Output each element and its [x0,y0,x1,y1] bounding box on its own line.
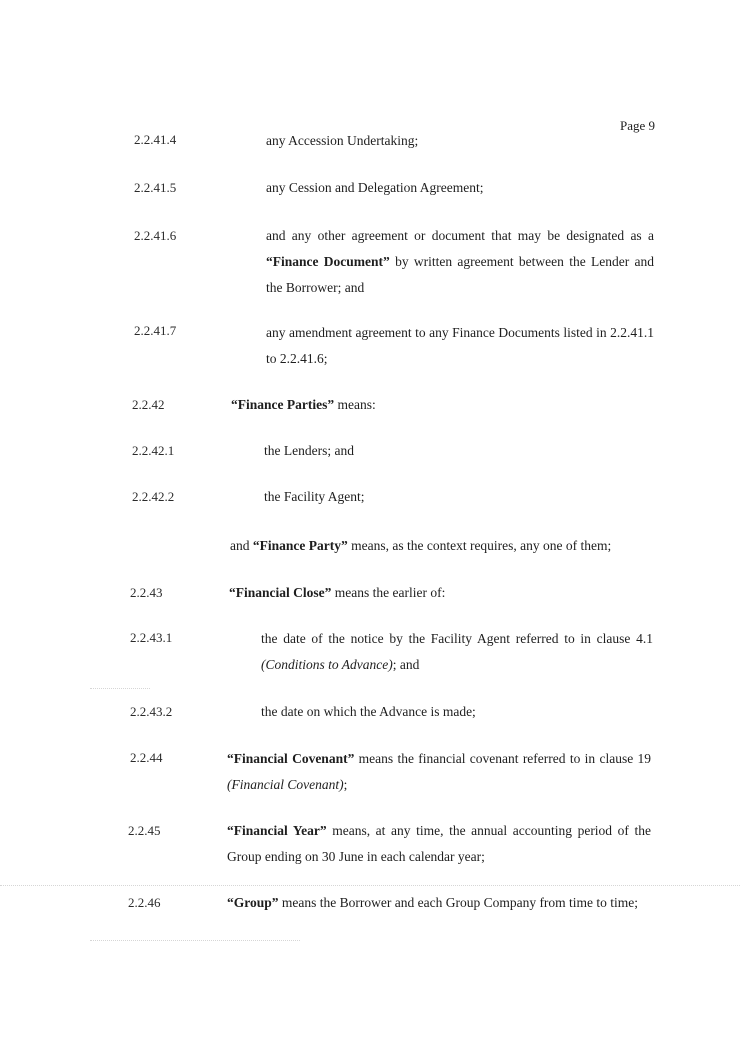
clause-number: 2.2.42.2 [132,489,175,504]
scan-noise [90,940,300,942]
clause-text [227,890,647,916]
clause-text: the date on which the Advance is made; [261,704,476,719]
clause-number: 2.2.43.2 [130,704,173,719]
clause-reference: (Conditions to Advance) [261,657,393,672]
clause-number: 2.2.43.1 [130,630,173,645]
scan-noise [0,885,740,887]
page-number: Page 9 [620,118,656,133]
clause-text-after: means, at any time, the annual accounting period of the Group ending on 30 June in each calendar year; [227,823,651,864]
defined-term: “Group” [227,895,279,910]
clause-number: 2.2.42 [132,397,165,412]
clause-text [230,533,660,559]
clause-number: 2.2.41.4 [134,132,177,147]
clause-text-after: means the earlier of: [334,585,446,600]
clause-text [231,392,651,418]
defined-term: “Finance Party” [252,538,348,553]
defined-term: “Financial Close” [229,585,332,600]
clause-text [266,223,654,301]
clause-text-after: means: [337,397,376,412]
clause-text-after: by written agreement between the Lender and the Borrower; and [266,254,655,295]
clause-text-before: the date of the notice by the Facility Agent referred to in clause 4.1 [261,631,653,646]
clause-text [227,818,651,870]
clause-number: 2.2.42.1 [132,443,175,458]
clause-text: the Facility Agent; [264,489,365,504]
clause-text: any amendment agreement to any Finance Documents listed in 2.2.41.1 to 2.2.41.6; [266,325,654,366]
clause-text-before: and [230,538,250,553]
clause-text [227,746,651,798]
clause-number: 2.2.41.7 [134,323,177,338]
defined-term: “Finance Parties” [231,397,335,412]
scan-noise [90,688,150,690]
clause-number: 2.2.44 [130,750,163,765]
defined-term: “Financial Covenant” [227,751,355,766]
clause-text-after: means the Borrower and each Group Company from time to time; [281,895,639,910]
clause-text [261,626,653,678]
clause-text-after: means the financial covenant referred to in clause 19 [358,751,651,766]
clause-text: the Lenders; and [264,443,354,458]
clause-reference: (Financial Covenant) [227,777,344,792]
clause-number: 2.2.41.6 [134,228,177,243]
clause-text [229,580,649,606]
clause-text-before: and any other agreement or document that may be designated as a [266,228,654,243]
defined-term: “Finance Document” [266,254,390,269]
clause-text: any Cession and Delegation Agreement; [266,180,484,195]
clause-number: 2.2.46 [128,895,161,910]
clause-number: 2.2.45 [128,823,161,838]
clause-text-after: means, as the context requires, any one of them; [351,538,612,553]
defined-term: “Financial Year” [227,823,327,838]
clause-text-after: ; and [392,657,420,672]
clause-number: 2.2.41.5 [134,180,177,195]
clause-text-after: ; [343,777,348,792]
clause-text: any Accession Undertaking; [266,133,419,148]
clause-number: 2.2.43 [130,585,163,600]
